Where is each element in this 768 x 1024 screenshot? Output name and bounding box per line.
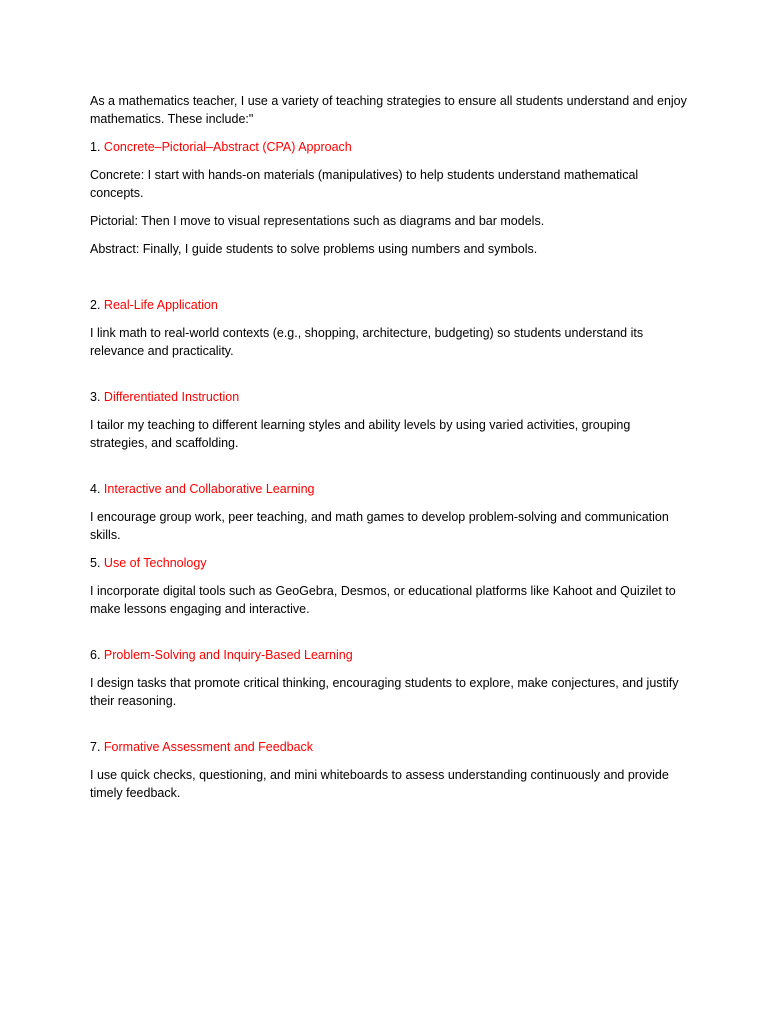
- section-3-paragraph-1: I tailor my teaching to different learning styles and ability levels by using varied activities, grouping strategies, and scaffolding.: [90, 418, 631, 450]
- section-6-heading: [90, 646, 690, 664]
- section-1-paragraph-1: Concrete: I start with hands-on materials (manipulatives) to help students understand mathematical concepts.: [90, 168, 639, 200]
- section-2-heading: [90, 296, 690, 314]
- section-7-heading: [90, 738, 690, 756]
- section-1-paragraph-3: Abstract: Finally, I guide students to solve problems using numbers and symbols.: [90, 242, 538, 256]
- section-number: 2.: [90, 298, 101, 312]
- section-title: Interactive and Collaborative Learning: [103, 482, 315, 496]
- section-6-paragraph-1: I design tasks that promote critical thinking, encouraging students to explore, make conjectures, and justify their reasoning.: [90, 676, 679, 708]
- section-number: 5.: [90, 556, 101, 570]
- section-title: Concrete–Pictorial–Abstract (CPA) Approach: [103, 140, 352, 154]
- section-number: 3.: [90, 390, 101, 404]
- section-5-heading: [90, 554, 690, 572]
- section-1-paragraph-2: Pictorial: Then I move to visual representations such as diagrams and bar models.: [90, 214, 545, 228]
- document-page: [90, 92, 690, 802]
- intro-paragraph: As a mathematics teacher, I use a variety of teaching strategies to ensure all students understand and enjoy mathematics. These include:": [90, 94, 687, 126]
- section-title: Problem-Solving and Inquiry-Based Learning: [103, 648, 353, 662]
- section-4-paragraph-1: I encourage group work, peer teaching, and math games to develop problem-solving and communication skills.: [90, 510, 669, 542]
- section-title: Formative Assessment and Feedback: [103, 740, 314, 754]
- section-title: Use of Technology: [103, 556, 207, 570]
- section-3-heading: [90, 388, 690, 406]
- section-title: Differentiated Instruction: [103, 390, 240, 404]
- section-number: 1.: [90, 140, 101, 154]
- section-number: 4.: [90, 482, 101, 496]
- section-2-paragraph-1: I link math to real-world contexts (e.g., shopping, architecture, budgeting) so students understand its relevance and practicality.: [90, 326, 644, 358]
- section-title: Real-Life Application: [103, 298, 218, 312]
- section-number: 7.: [90, 740, 101, 754]
- section-7-paragraph-1: I use quick checks, questioning, and mini whiteboards to assess understanding continuously and provide timely feedback.: [90, 768, 669, 800]
- section-5-paragraph-1: I incorporate digital tools such as GeoGebra, Desmos, or educational platforms like Kahoot and Quizilet to make lessons engaging and interactive.: [90, 584, 676, 616]
- section-4-heading: [90, 480, 690, 498]
- section-number: 6.: [90, 648, 101, 662]
- section-1-heading: [90, 138, 690, 156]
